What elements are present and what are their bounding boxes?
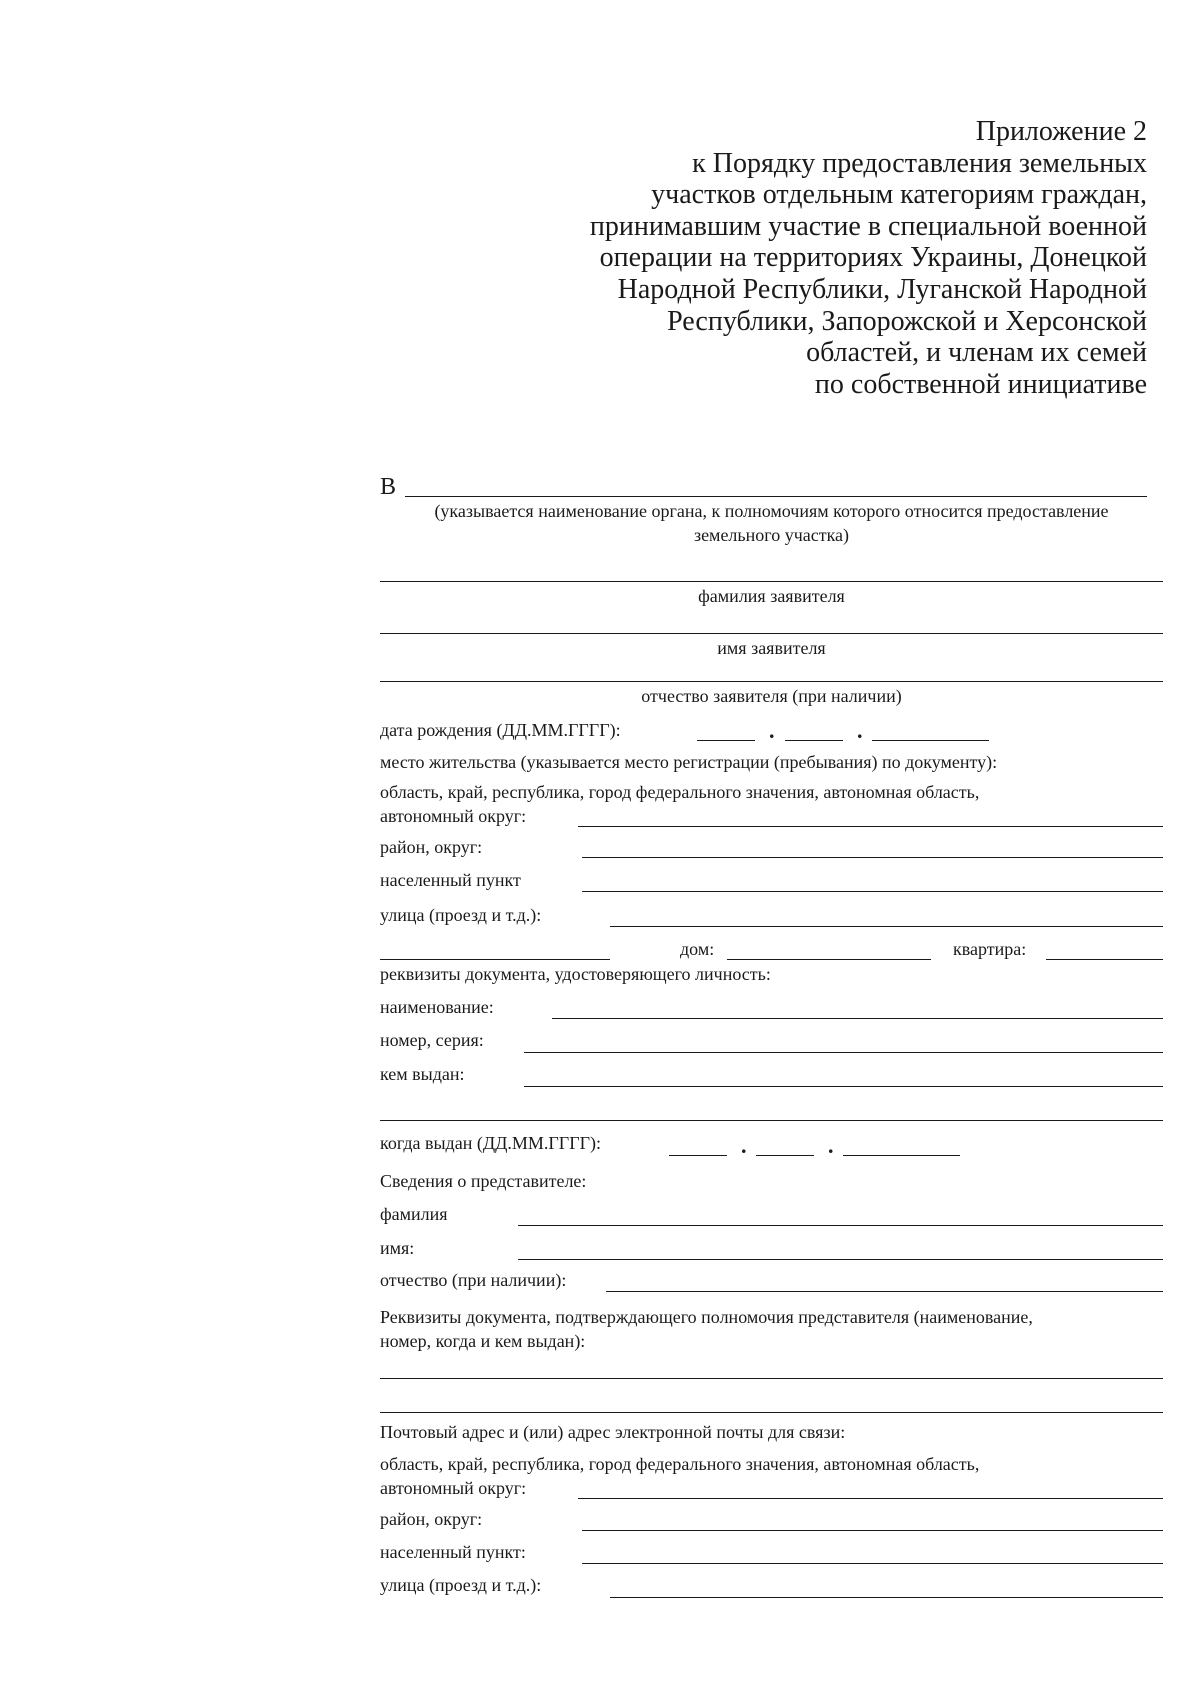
header-line: к Порядку предоставления земельных — [692, 147, 1147, 179]
locality-field[interactable] — [582, 891, 1163, 892]
rep-surname-label: фамилия — [380, 1204, 448, 1224]
apartment-label: квартира: — [953, 939, 1027, 959]
region-field[interactable] — [578, 826, 1163, 827]
header-line: участков отдельным категориям граждан, — [651, 179, 1147, 211]
postal-region-field[interactable] — [578, 1498, 1163, 1499]
district-label: район, округ: — [380, 837, 483, 857]
date-separator: . — [857, 718, 863, 743]
postal-street-field[interactable] — [610, 1597, 1163, 1598]
region-label: область, край, республика, город федерального значения, автономная область, — [380, 782, 980, 802]
recipient-hint: (указывается наименование органа, к полномочиям которого относится предоставление — [434, 501, 1109, 521]
birthdate-month-field[interactable] — [785, 740, 843, 741]
doc-name-field[interactable] — [552, 1018, 1163, 1019]
residence-label: место жительства (указывается место регистрации (пребывания) по документу): — [380, 752, 998, 772]
birthdate-year-field[interactable] — [872, 740, 989, 741]
doc-date-day-field[interactable] — [669, 1155, 727, 1156]
doc-number-field[interactable] — [524, 1052, 1163, 1053]
region-label: автономный округ: — [380, 806, 527, 826]
postal-section-label: Почтовый адрес и (или) адрес электронной почты для связи: — [380, 1422, 846, 1442]
rep-authority-doc-label: Реквизиты документа, подтверждающего полномочия представителя (наименование, — [380, 1307, 1033, 1327]
rep-surname-field[interactable] — [518, 1225, 1163, 1226]
applicant-surname-field[interactable] — [380, 581, 1163, 582]
date-separator: . — [769, 718, 775, 743]
id-doc-label: реквизиты документа, удостоверяющего личность: — [380, 964, 771, 984]
street-label: улица (проезд и т.д.): — [380, 905, 542, 925]
representative-section-label: Сведения о представителе: — [380, 1171, 587, 1191]
header-line: операции на территориях Украины, Донецкой — [599, 242, 1147, 274]
appendix-header — [447, 116, 1147, 400]
postal-region-label: область, край, республика, город федерального значения, автономная область, — [380, 1454, 980, 1474]
doc-number-label: номер, серия: — [380, 1030, 484, 1050]
date-separator: . — [741, 1133, 747, 1158]
recipient-hint: земельного участка) — [693, 525, 850, 545]
applicant-name-label: имя заявителя — [717, 638, 826, 658]
rep-patronymic-label: отчество (при наличии): — [380, 1270, 567, 1290]
rep-name-field[interactable] — [518, 1259, 1163, 1260]
doc-date-month-field[interactable] — [756, 1155, 814, 1156]
rep-patronymic-field[interactable] — [606, 1291, 1163, 1292]
house-label: дом: — [680, 939, 715, 959]
postal-region-label: автономный округ: — [380, 1478, 527, 1498]
applicant-patronymic-label: отчество заявителя (при наличии) — [641, 686, 902, 706]
doc-issuer-label: кем выдан: — [380, 1064, 465, 1084]
rep-name-label: имя: — [380, 1238, 415, 1258]
street-continuation-field[interactable] — [380, 959, 610, 960]
postal-street-label: улица (проезд и т.д.): — [380, 1575, 542, 1595]
applicant-patronymic-field[interactable] — [380, 681, 1163, 682]
header-line: Народной Республики, Луганской Народной — [617, 273, 1147, 305]
recipient-field[interactable] — [405, 496, 1147, 497]
rep-authority-doc-field-extra[interactable] — [380, 1412, 1163, 1413]
rep-authority-doc-field[interactable] — [380, 1378, 1163, 1379]
apartment-field[interactable] — [1046, 959, 1163, 960]
applicant-name-field[interactable] — [380, 633, 1163, 634]
postal-district-label: район, округ: — [380, 1509, 483, 1529]
header-line: по собственной инициативе — [814, 368, 1147, 400]
birthdate-day-field[interactable] — [697, 740, 755, 741]
postal-district-field[interactable] — [582, 1530, 1163, 1531]
postal-locality-label: населенный пункт: — [380, 1542, 526, 1562]
doc-issuer-field-extra[interactable] — [380, 1120, 1163, 1121]
doc-date-label: когда выдан (ДД.ММ.ГГГГ): — [380, 1133, 602, 1153]
birthdate-label: дата рождения (ДД.ММ.ГГГГ): — [380, 720, 621, 740]
street-field[interactable] — [610, 926, 1163, 927]
header-line: Приложение 2 — [975, 116, 1147, 147]
header-line: Республики, Запорожской и Херсонской — [667, 305, 1147, 337]
postal-locality-field[interactable] — [582, 1563, 1163, 1564]
locality-label: населенный пункт — [380, 870, 521, 890]
house-field[interactable] — [727, 959, 931, 960]
date-separator: . — [828, 1133, 834, 1158]
doc-name-label: наименование: — [380, 997, 494, 1017]
doc-date-year-field[interactable] — [843, 1155, 960, 1156]
applicant-surname-label: фамилия заявителя — [698, 586, 845, 606]
district-field[interactable] — [582, 857, 1163, 858]
header-line: принимавшим участие в специальной военной — [589, 210, 1147, 242]
rep-authority-doc-label: номер, когда и кем выдан): — [380, 1331, 586, 1351]
recipient-prefix: В — [380, 474, 397, 500]
doc-issuer-field[interactable] — [524, 1086, 1163, 1087]
header-line: областей, и членам их семей — [806, 337, 1147, 369]
